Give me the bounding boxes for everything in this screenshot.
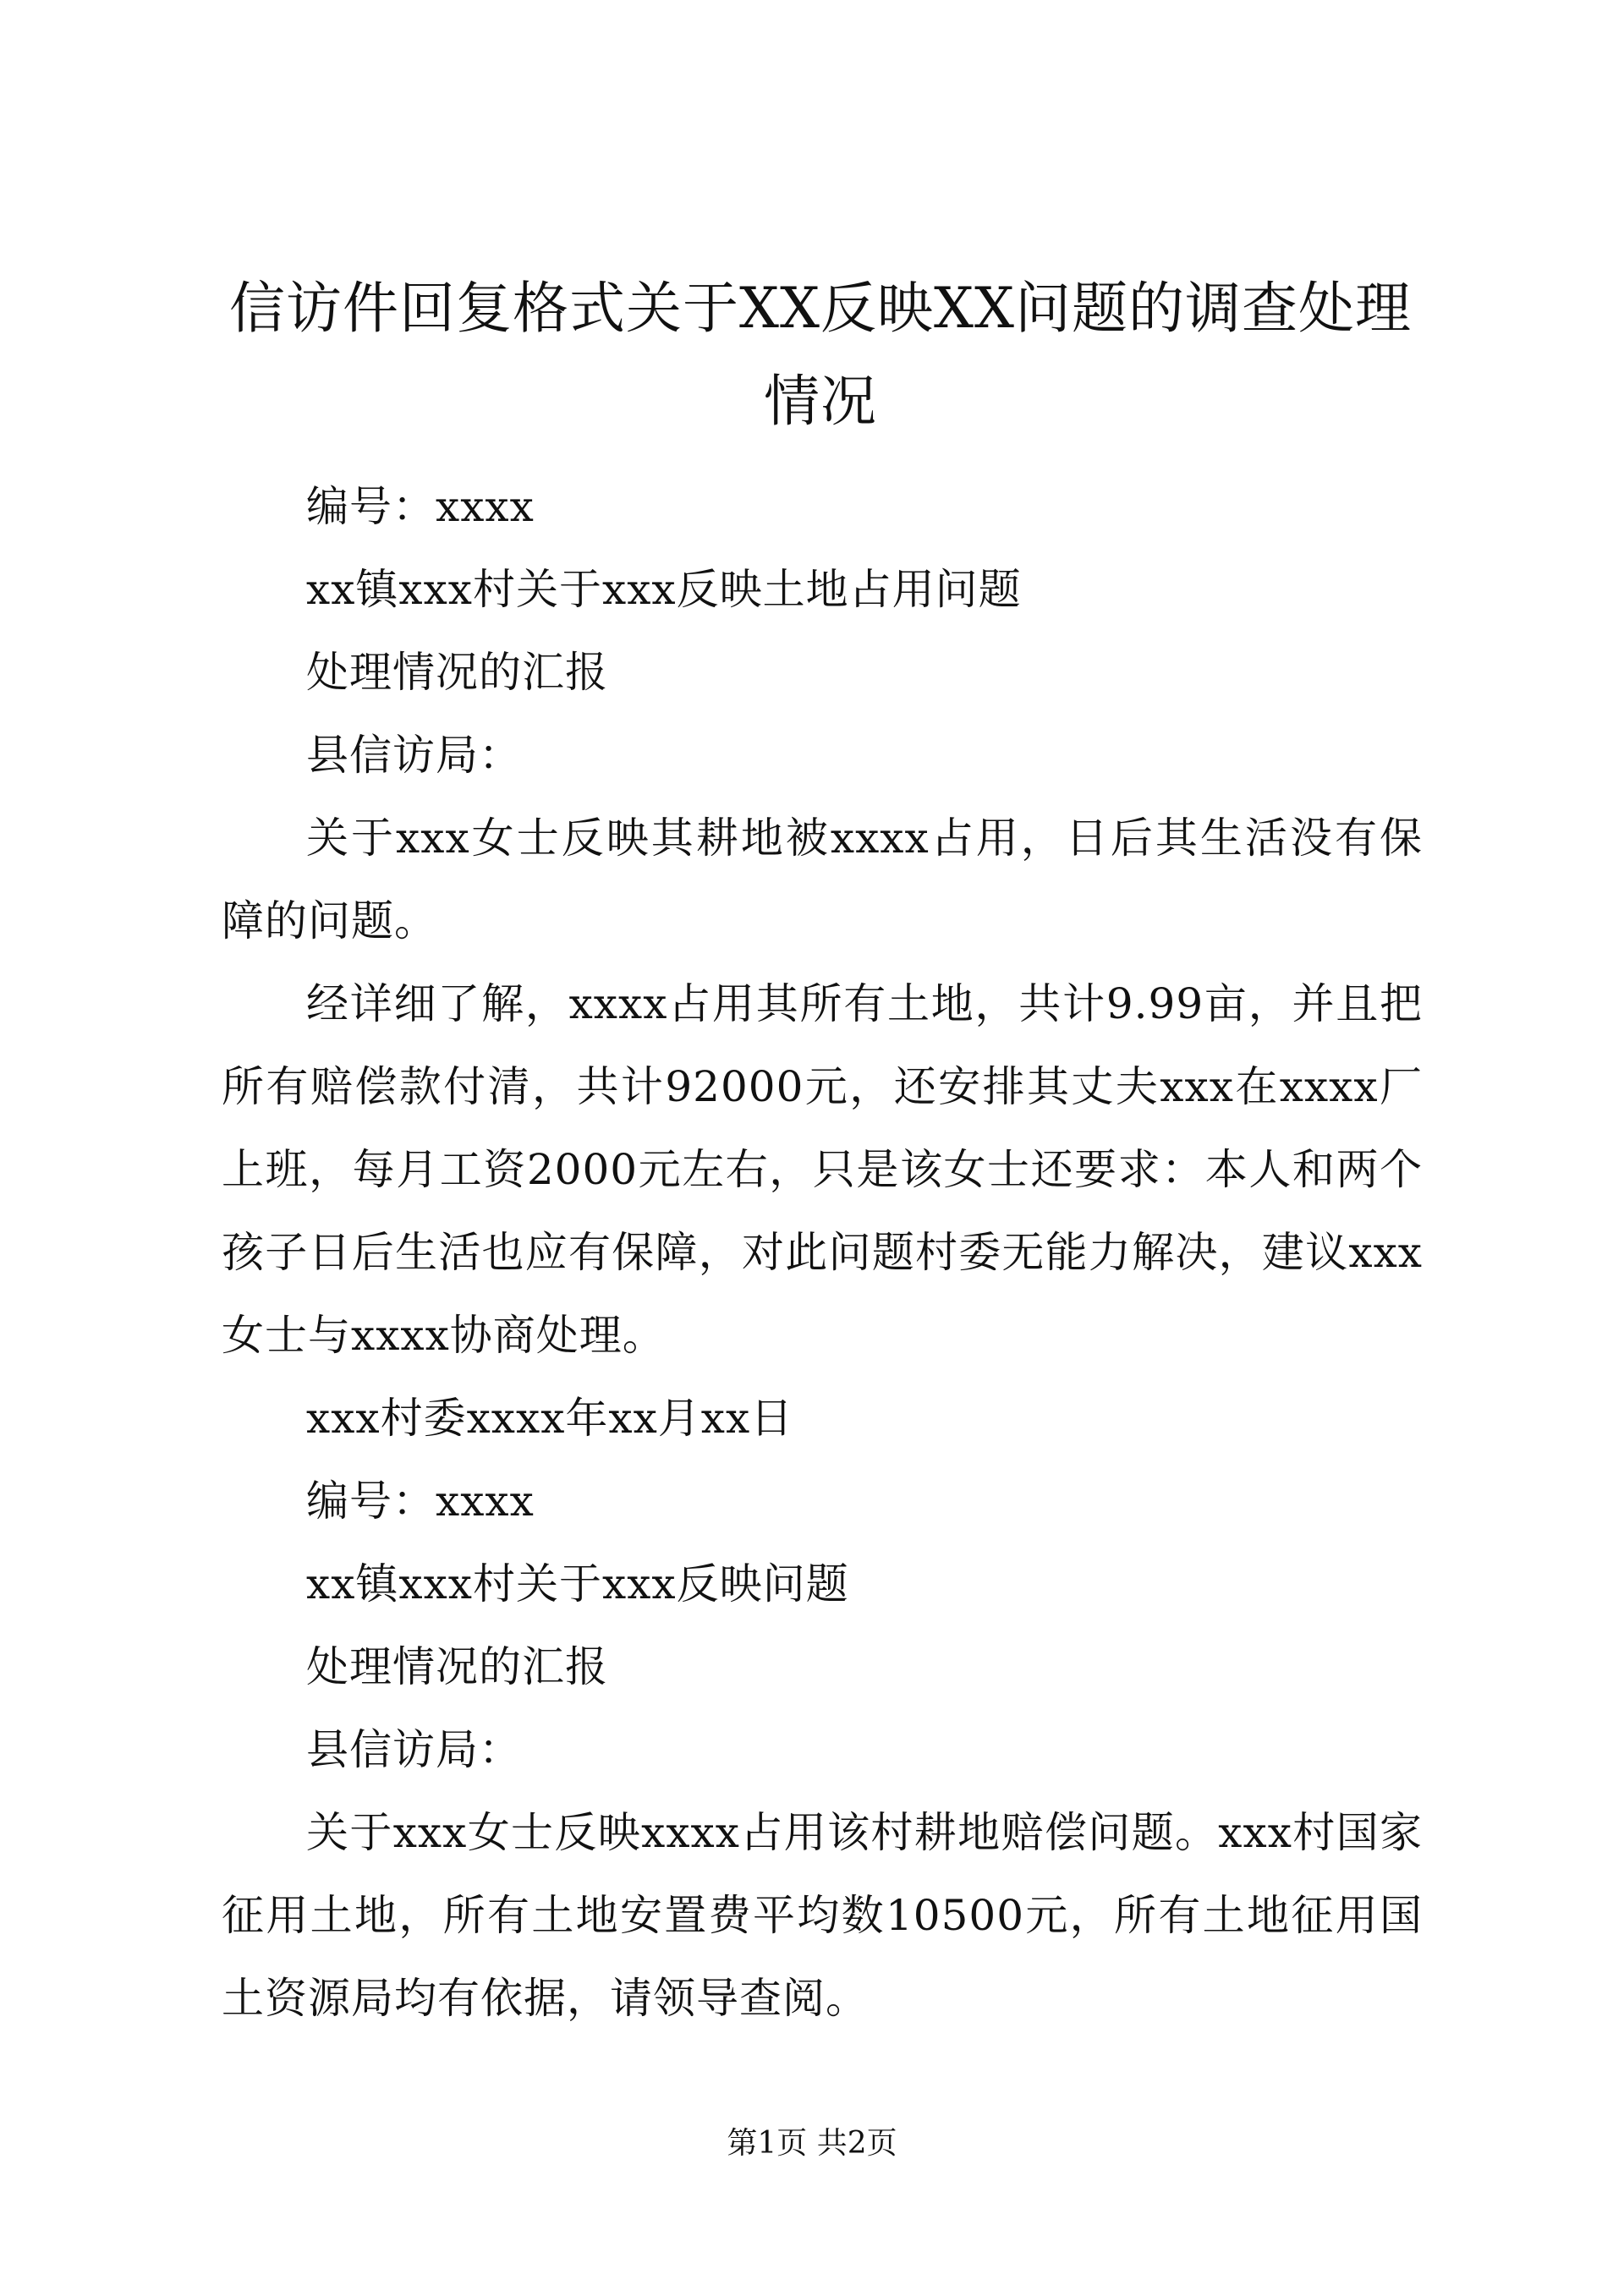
page-footer: 第1页 共2页: [727, 2126, 897, 2161]
document-body: [222, 465, 1423, 2040]
document-title: 信访件回复格式关于XX反映XX问题的调查处理情况: [229, 276, 1412, 434]
paragraph-findings: 经详细了解，xxxx占用其所有土地，共计9.99亩，并且把所有赔偿款付清，共计92000元，还安排其丈夫xxx在xxxx厂上班，每月工资2000元左右，只是该女士还要求：本人和两个孩子日后生活也应有保障，对此问题村委无能力解决，建议xxx女士与xxxx协商处理。: [222, 979, 1423, 1360]
paragraph-recipient-2: 县信访局：: [306, 1725, 522, 1774]
paragraph-number-2: 编号：xxxx: [306, 1477, 535, 1526]
paragraph-subject: xx镇xxx村关于xxx反映土地占用问题: [306, 565, 1022, 614]
paragraph-issue: 关于xxx女士反映其耕地被xxxx占用，日后其生活没有保障的问题。: [222, 814, 1423, 945]
paragraph-signature-date: xxx村委xxxx年xx月xx日: [306, 1394, 794, 1443]
paragraph-issue-2: 关于xxx女士反映xxxx占用该村耕地赔偿问题。xxx村国家征用土地，所有土地安置费平均数10500元，所有土地征用国土资源局均有依据，请领导查阅。: [222, 1808, 1423, 2023]
paragraph-report-heading: 处理情况的汇报: [306, 648, 608, 697]
paragraph-subject-2: xx镇xxx村关于xxx反映问题: [306, 1559, 849, 1608]
paragraph-recipient: 县信访局：: [306, 731, 522, 780]
paragraph-number: 编号：xxxx: [306, 482, 535, 531]
paragraph-report-heading-2: 处理情况的汇报: [306, 1642, 608, 1691]
